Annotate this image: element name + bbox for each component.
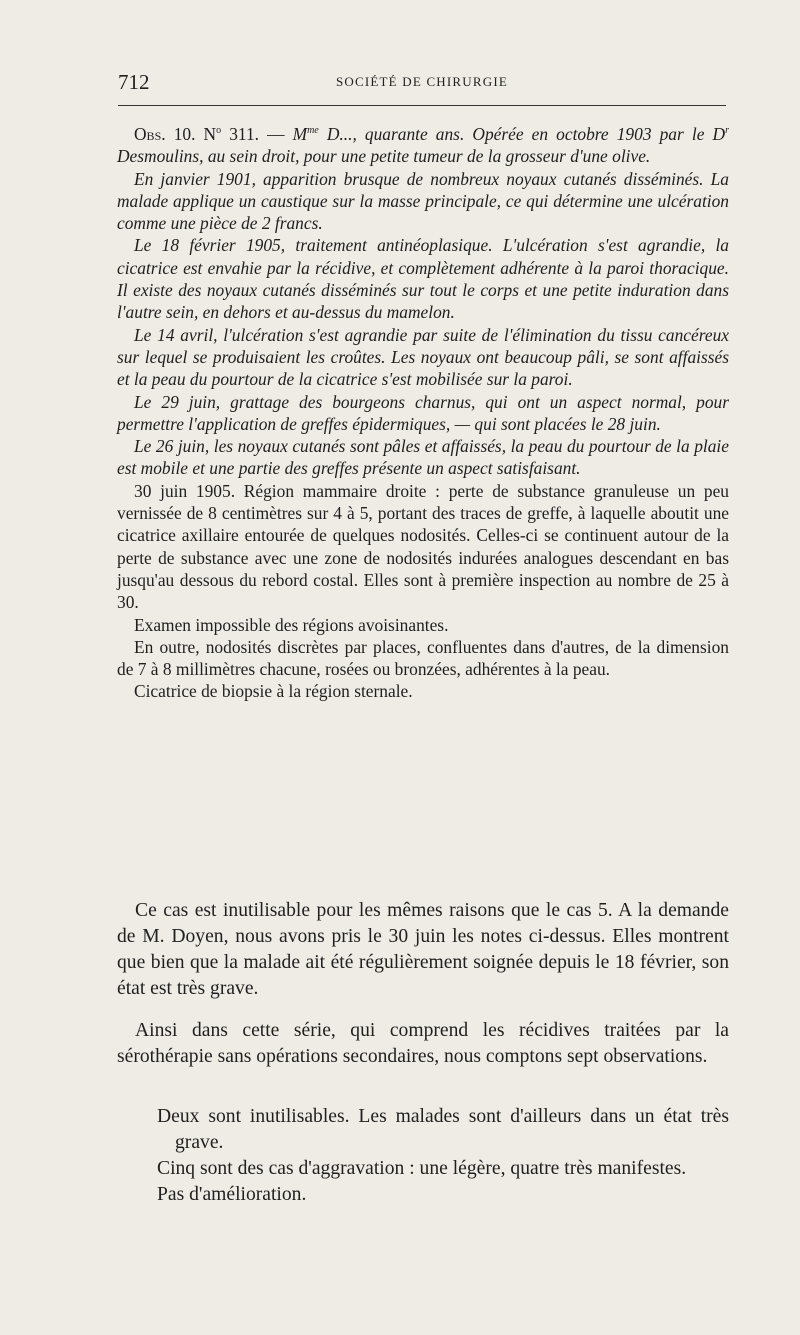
observation-paragraph: En outre, nodosités discrètes par places, confluentes dans d'autres, de la dimension de 7 à 8 millimètres chacune, rosées ou bronzées, adhérentes à la peau.: [117, 636, 729, 680]
observation-block: [117, 123, 729, 703]
obs-label: Obs.: [134, 124, 166, 144]
result-item: Pas d'amélioration.: [157, 1184, 307, 1205]
running-head: [118, 70, 726, 94]
commentary-block: [117, 898, 729, 1086]
page-number: 712: [118, 70, 150, 94]
observation-paragraph: Le 14 avril, l'ulcération s'est agrandie par suite de l'élimination du tissu cancéreux sur lequel se produisaient les croûtes. Les noyaux ont beaucoup pâli, se sont affaissés et la peau du pourtour de la cicatrice s'est mobilisée sur la paroi.: [117, 324, 729, 390]
results-list: [117, 1104, 729, 1208]
observation-paragraph: Le 18 février 1905, traitement antinéoplasique. L'ulcération s'est agrandie, la cicatrice est envahie par la récidive, et complètement adhérente à la paroi thoracique. Il existe des noyaux cutanés disséminés sur tout le corps et une petite induration dans l'autre sein, en dehors et au-dessus du mamelon.: [117, 235, 729, 323]
observation-paragraph: Le 26 juin, les noyaux cutanés sont pâles et affaissés, la peau du pourtour de la plaie est mobile et une partie des greffes présente un aspect satisfaisant.: [117, 436, 729, 479]
observation-paragraph: Examen impossible des régions avoisinantes.: [134, 614, 449, 635]
observation-paragraph: 30 juin 1905. Région mammaire droite : perte de substance granuleuse un peu vernissée de 8 centimètres sur 4 à 5, portant des traces de greffe, à laquelle aboutit une cicatrice axillaire entourée de quelques nodosités. Celles-ci se continuent autour de la perte de substance avec une zone de nodosités indurées analogues descendant en bas jusqu'au dessous du rebord costal. Elles sont à première inspection au nombre de 25 à 30.: [117, 480, 729, 613]
commentary-paragraph: Ce cas est inutilisable pour les mêmes raisons que le cas 5. A la demande de M. Doyen, nous avons pris le 30 juin les notes ci-dessus. Elles montrent que bien que la malade ait été régulièrement soignée depuis le 18 février, son état est très grave.: [117, 900, 729, 999]
commentary-paragraph: Ainsi dans cette série, qui comprend les récidives traitées par la sérothérapie sans opérations secondaires, nous comptons sept observations.: [117, 1020, 729, 1067]
header-rule: [118, 105, 726, 106]
observation-intro: Obs. 10. $N^o$ 311. — $M^{me}$ D..., quarante ans. Opérée en octobre 1903 par le $D^r$ Desmoulins, au sein droit, pour une petite tumeur de la grosseur d'une olive.: [117, 124, 729, 167]
result-item: Cinq sont des cas d'aggravation : une légère, quatre très manifestes.: [157, 1158, 687, 1179]
observation-paragraph: Le 29 juin, grattage des bourgeons charnus, qui ont un aspect normal, pour permettre l'application de greffes épidermiques, — qui sont placées le 28 juin.: [117, 391, 729, 434]
observation-paragraph: Cicatrice de biopsie à la région sternale.: [134, 681, 413, 702]
journal-title: SOCIÉTÉ DE CHIRURGIE: [335, 74, 509, 89]
result-item: Deux sont inutilisables. Les malades sont d'ailleurs dans un état très grave.: [157, 1106, 729, 1153]
observation-paragraph: En janvier 1901, apparition brusque de nombreux noyaux cutanés disséminés. La malade applique un caustique sur la masse principale, ce qui détermine une ulcération comme une pièce de 2 francs.: [117, 168, 729, 234]
